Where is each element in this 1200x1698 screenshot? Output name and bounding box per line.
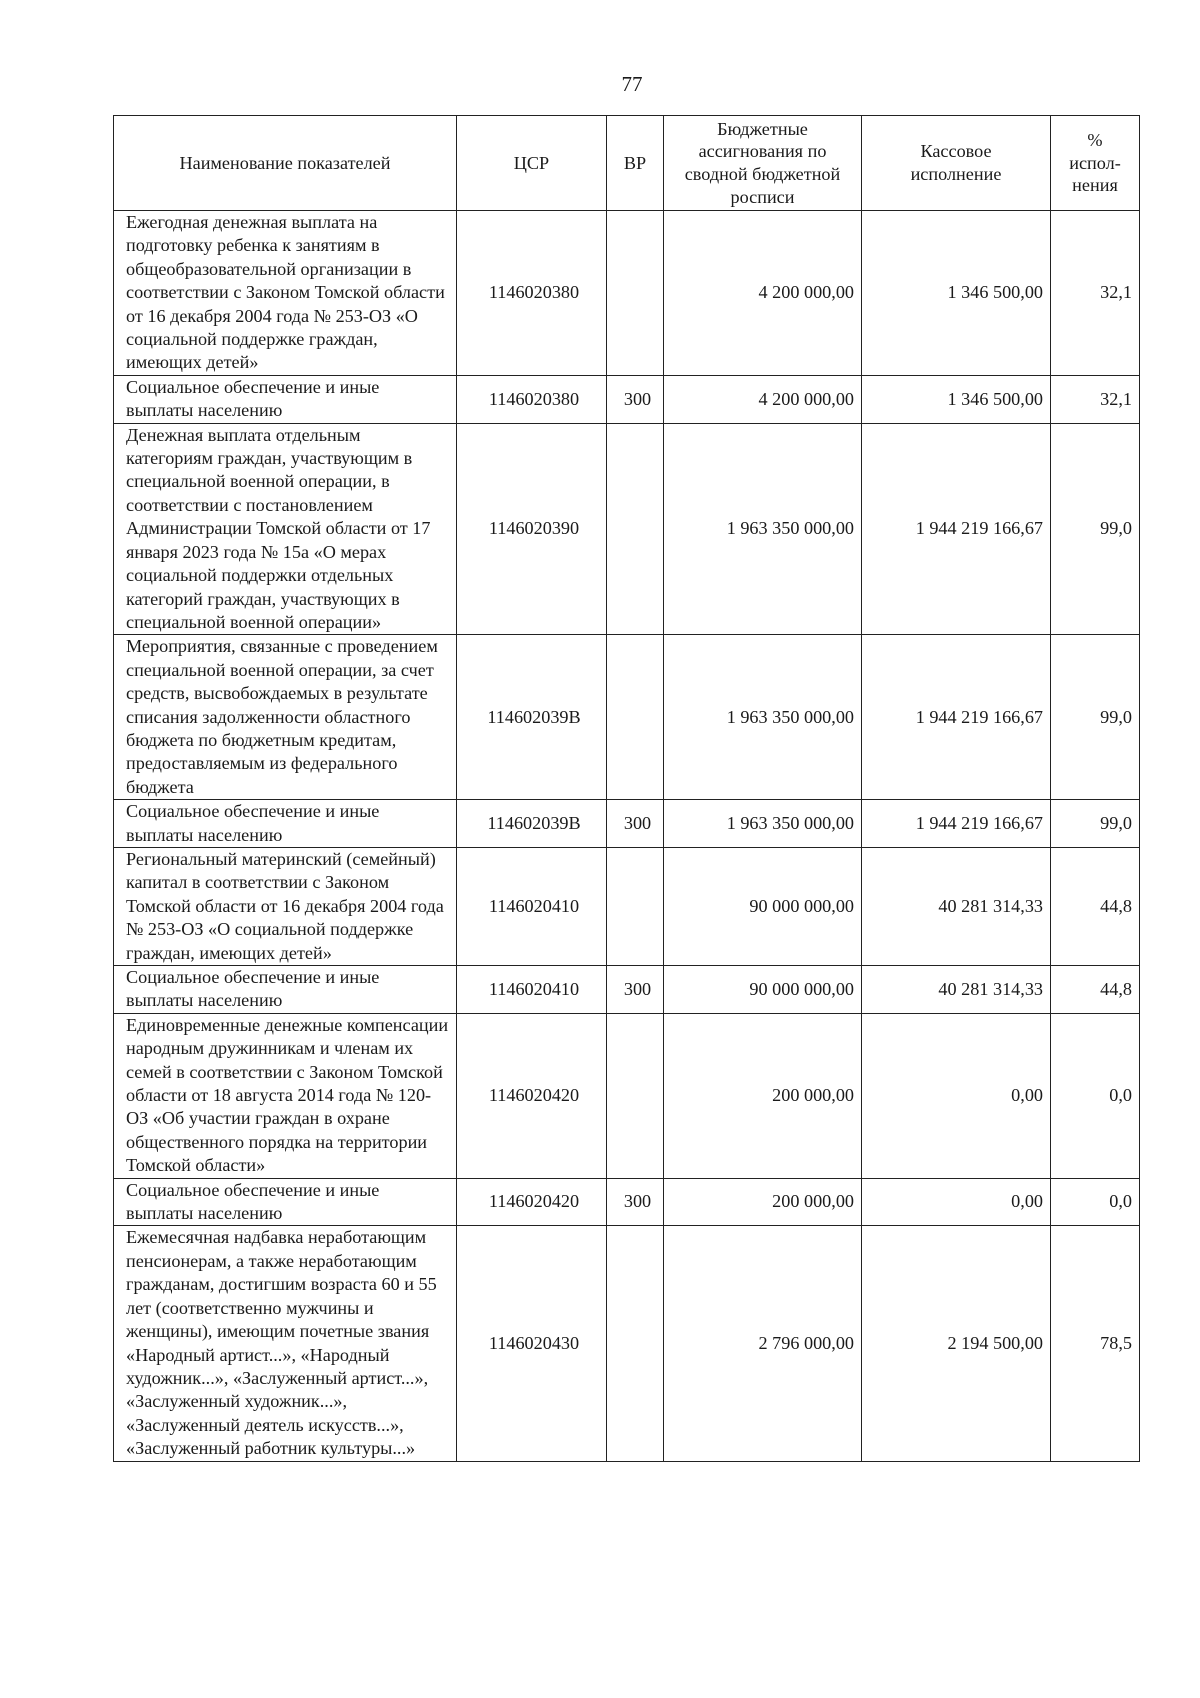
row-csr: 1146020390	[457, 423, 607, 635]
row-pct: 0,0	[1051, 1013, 1140, 1178]
table-row	[114, 800, 1140, 848]
row-csr: 1146020380	[457, 211, 607, 376]
row-cash: 40 281 314,33	[862, 847, 1051, 965]
header-budget: Бюджетные ассигнования по сводной бюджетной росписи	[664, 116, 862, 211]
row-vr	[607, 211, 664, 376]
row-budget: 4 200 000,00	[664, 375, 862, 423]
row-csr: 1146020420	[457, 1178, 607, 1226]
row-cash: 1 944 219 166,67	[862, 635, 1051, 800]
table-row	[114, 375, 1140, 423]
row-cash: 40 281 314,33	[862, 966, 1051, 1014]
row-name: Социальное обеспечение и иные выплаты населению	[114, 966, 457, 1014]
row-cash: 1 346 500,00	[862, 211, 1051, 376]
row-pct: 99,0	[1051, 800, 1140, 848]
row-budget: 1 963 350 000,00	[664, 800, 862, 848]
table-row	[114, 1226, 1140, 1461]
table-header-row	[114, 116, 1140, 211]
row-budget: 4 200 000,00	[664, 211, 862, 376]
header-name: Наименование показателей	[114, 116, 457, 211]
row-csr: 114602039В	[457, 800, 607, 848]
row-budget: 1 963 350 000,00	[664, 635, 862, 800]
row-name: Социальное обеспечение и иные выплаты населению	[114, 375, 457, 423]
row-pct: 99,0	[1051, 635, 1140, 800]
table-row	[114, 635, 1140, 800]
row-vr	[607, 847, 664, 965]
row-budget: 90 000 000,00	[664, 847, 862, 965]
row-csr: 1146020410	[457, 847, 607, 965]
row-pct: 78,5	[1051, 1226, 1140, 1461]
header-cash: Кассовое исполнение	[862, 116, 1051, 211]
budget-execution-table	[113, 115, 1140, 1462]
row-name: Ежегодная денежная выплата на подготовку ребенка к занятиям в общеобразовательной организации в соответствии с Законом Томской области от 16 декабря 2004 года № 253-ОЗ «О социальной поддержке граждан, имеющих детей»	[114, 211, 457, 376]
row-vr: 300	[607, 800, 664, 848]
row-name: Социальное обеспечение и иные выплаты населению	[114, 1178, 457, 1226]
row-cash: 1 944 219 166,67	[862, 800, 1051, 848]
row-pct: 99,0	[1051, 423, 1140, 635]
row-name: Денежная выплата отдельным категориям граждан, участвующим в специальной военной операции, в соответствии с постановлением Администрации Томской области от 17 января 2023 года № 15а «О мерах социальной поддержки отдельных категорий граждан, участвующих в специальной военной операции»	[114, 423, 457, 635]
header-pct: % испол-нения	[1051, 116, 1140, 211]
row-vr: 300	[607, 375, 664, 423]
row-name: Социальное обеспечение и иные выплаты населению	[114, 800, 457, 848]
row-vr	[607, 1226, 664, 1461]
row-cash: 1 346 500,00	[862, 375, 1051, 423]
row-pct: 44,8	[1051, 966, 1140, 1014]
row-cash: 0,00	[862, 1178, 1051, 1226]
row-pct: 32,1	[1051, 211, 1140, 376]
row-csr: 114602039В	[457, 635, 607, 800]
row-csr: 1146020430	[457, 1226, 607, 1461]
table-row	[114, 847, 1140, 965]
row-cash: 0,00	[862, 1013, 1051, 1178]
table-row	[114, 423, 1140, 635]
page-number: 77	[621, 72, 643, 96]
row-budget: 200 000,00	[664, 1178, 862, 1226]
row-vr	[607, 635, 664, 800]
row-csr: 1146020380	[457, 375, 607, 423]
row-cash: 1 944 219 166,67	[862, 423, 1051, 635]
row-vr: 300	[607, 966, 664, 1014]
row-vr	[607, 423, 664, 635]
row-budget: 90 000 000,00	[664, 966, 862, 1014]
header-csr: ЦСР	[457, 116, 607, 211]
row-vr: 300	[607, 1178, 664, 1226]
row-pct: 44,8	[1051, 847, 1140, 965]
row-pct: 0,0	[1051, 1178, 1140, 1226]
row-name: Мероприятия, связанные с проведением специальной военной операции, за счет средств, высвобождаемых в результате списания задолженности областного бюджета по бюджетным кредитам, предоставляемым из федерального бюджета	[114, 635, 457, 800]
table-row	[114, 1178, 1140, 1226]
row-budget: 200 000,00	[664, 1013, 862, 1178]
row-name: Региональный материнский (семейный) капитал в соответствии с Законом Томской области от 16 декабря 2004 года № 253-ОЗ «О социальной поддержке граждан, имеющих детей»	[114, 847, 457, 965]
row-budget: 2 796 000,00	[664, 1226, 862, 1461]
row-name: Единовременные денежные компенсации народным дружинникам и членам их семей в соответствии с Законом Томской области от 18 августа 2014 года № 120-ОЗ «Об участии граждан в охране общественного порядка на территории Томской области»	[114, 1013, 457, 1178]
table-row	[114, 966, 1140, 1014]
table-row	[114, 1013, 1140, 1178]
row-pct: 32,1	[1051, 375, 1140, 423]
header-vr: ВР	[607, 116, 664, 211]
row-budget: 1 963 350 000,00	[664, 423, 862, 635]
row-name: Ежемесячная надбавка неработающим пенсионерам, а также неработающим гражданам, достигшим возраста 60 и 55 лет (соответственно мужчины и женщины), имеющим почетные звания «Народный артист...», «Народный художник...», «Заслуженный артист...», «Заслуженный художник...», «Заслуженный деятель искусств...», «Заслуженный работник культуры...»	[114, 1226, 457, 1461]
row-cash: 2 194 500,00	[862, 1226, 1051, 1461]
row-vr	[607, 1013, 664, 1178]
table-row	[114, 211, 1140, 376]
row-csr: 1146020410	[457, 966, 607, 1014]
row-csr: 1146020420	[457, 1013, 607, 1178]
